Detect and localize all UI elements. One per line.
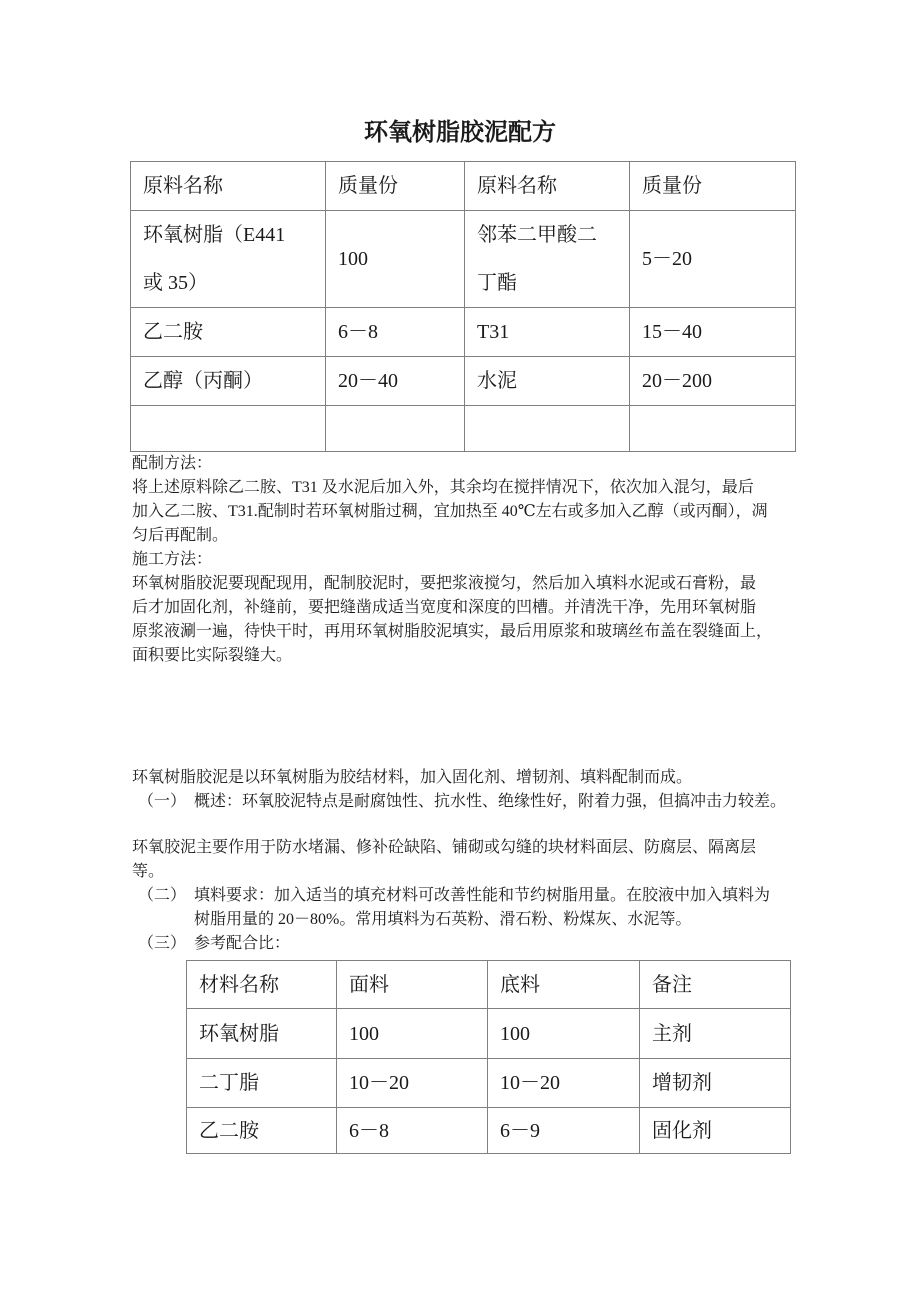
table-cell: 乙二胺 [187, 1108, 337, 1154]
list-marker: （一） [138, 793, 187, 810]
table-cell: 10－20 [488, 1059, 640, 1108]
table-cell: 100 [337, 1009, 488, 1059]
paragraph-line: 加入乙二胺、T31.配制时若环氧树脂过稠，宜加热至 40℃左右或多加入乙醇（或丙酮），凋 [132, 503, 768, 520]
paragraph-line [138, 884, 804, 908]
paragraph-line: 树脂用量的 20－80%。常用填料为石英粉、滑石粉、粉煤灰、水泥等。 [194, 911, 692, 928]
paragraph-line [138, 790, 804, 814]
paragraph-line: 原浆液涮一遍，待快干时，再用环氧树脂胶泥填实，最后用原浆和玻璃丝布盖在裂缝面上， [132, 623, 773, 640]
table-cell: 材料名称 [187, 961, 337, 1009]
table-row [131, 211, 796, 308]
table-cell: 6－8 [337, 1108, 488, 1154]
table-cell: 主剂 [640, 1009, 791, 1059]
paragraph-line: 配制方法： [132, 455, 213, 472]
paragraph-line: 后才加固化剂，补缝前，要把缝凿成适当宽度和深度的凹槽。并清洗干净，先用环氧树脂 [132, 599, 757, 616]
ingredients-table [130, 161, 796, 452]
table-cell: 10－20 [337, 1059, 488, 1108]
table-row [187, 1108, 791, 1154]
table-row [131, 308, 796, 357]
table-cell: 水泥 [465, 357, 630, 406]
paragraph-line: 匀后再配制。 [132, 527, 229, 544]
paragraph-line: 环氧树脂胶泥是以环氧树脂为胶结材料，加入固化剂、增韧剂、填料配制而成。 [132, 769, 693, 786]
table-cell [131, 406, 326, 452]
list-item-text: 填料要求：加入适当的填充材料可改善性能和节约树脂用量。在胶液中加入填料为 [194, 887, 771, 904]
table-row [131, 162, 796, 211]
table-row [187, 961, 791, 1009]
paragraph-line [138, 932, 804, 956]
table-cell [326, 406, 465, 452]
list-item-text: 参考配合比： [194, 935, 291, 952]
list-item-text: 概述：环氧胶泥特点是耐腐蚀性、抗水性、绝缘性好，附着力强，但搞冲击力较差。 [194, 793, 787, 810]
paragraph-line: 将上述原料除乙二胺、T31 及水泥后加入外，其余均在搅拌情况下，依次加入混匀，最后 [132, 479, 754, 496]
table-cell: 备注 [640, 961, 791, 1009]
table-row [187, 1059, 791, 1108]
table-cell: 环氧树脂（E441 或 35） [131, 211, 326, 308]
paragraph-line: 施工方法： [132, 551, 213, 568]
table-row [131, 357, 796, 406]
notes-paragraphs [132, 766, 804, 956]
table-cell: 原料名称 [465, 162, 630, 211]
table-cell [465, 406, 630, 452]
table-cell: 乙二胺 [131, 308, 326, 357]
list-marker: （二） [138, 887, 187, 904]
table-cell: 增韧剂 [640, 1059, 791, 1108]
methods-paragraphs [132, 452, 798, 668]
table-row [131, 406, 796, 452]
list-marker: （三） [138, 935, 187, 952]
table-cell: 底料 [488, 961, 640, 1009]
table-cell: 15－40 [630, 308, 796, 357]
table-cell: 面料 [337, 961, 488, 1009]
paragraph-line: 面积要比实际裂缝大。 [132, 647, 293, 664]
table-cell: 邻苯二甲酸二 丁酯 [465, 211, 630, 308]
table-cell: 100 [326, 211, 465, 308]
table-row [187, 1009, 791, 1059]
table-cell: 20－200 [630, 357, 796, 406]
table-cell: 质量份 [630, 162, 796, 211]
table-cell: 二丁脂 [187, 1059, 337, 1108]
table-cell: 6－9 [488, 1108, 640, 1154]
paragraph-line: 环氧胶泥主要作用于防水堵漏、修补砼缺陷、铺砌或勾缝的块材料面层、防腐层、隔离层 [132, 839, 757, 856]
table-cell: 质量份 [326, 162, 465, 211]
document-title: 环氧树脂胶泥配方 [364, 120, 556, 146]
table-cell: 环氧树脂 [187, 1009, 337, 1059]
table-cell: 固化剂 [640, 1108, 791, 1154]
paragraph-line: 等。 [132, 863, 165, 880]
ratio-table [186, 960, 791, 1154]
table-cell: 100 [488, 1009, 640, 1059]
paragraph-line: 环氧树脂胶泥要现配现用，配制胶泥时，要把浆液搅匀，然后加入填料水泥或石膏粉，最 [132, 575, 757, 592]
table-cell [630, 406, 796, 452]
table-cell: 原料名称 [131, 162, 326, 211]
table-cell: T31 [465, 308, 630, 357]
table-cell: 20－40 [326, 357, 465, 406]
table-cell: 6－8 [326, 308, 465, 357]
table-cell: 5－20 [630, 211, 796, 308]
table-cell: 乙醇（丙酮） [131, 357, 326, 406]
